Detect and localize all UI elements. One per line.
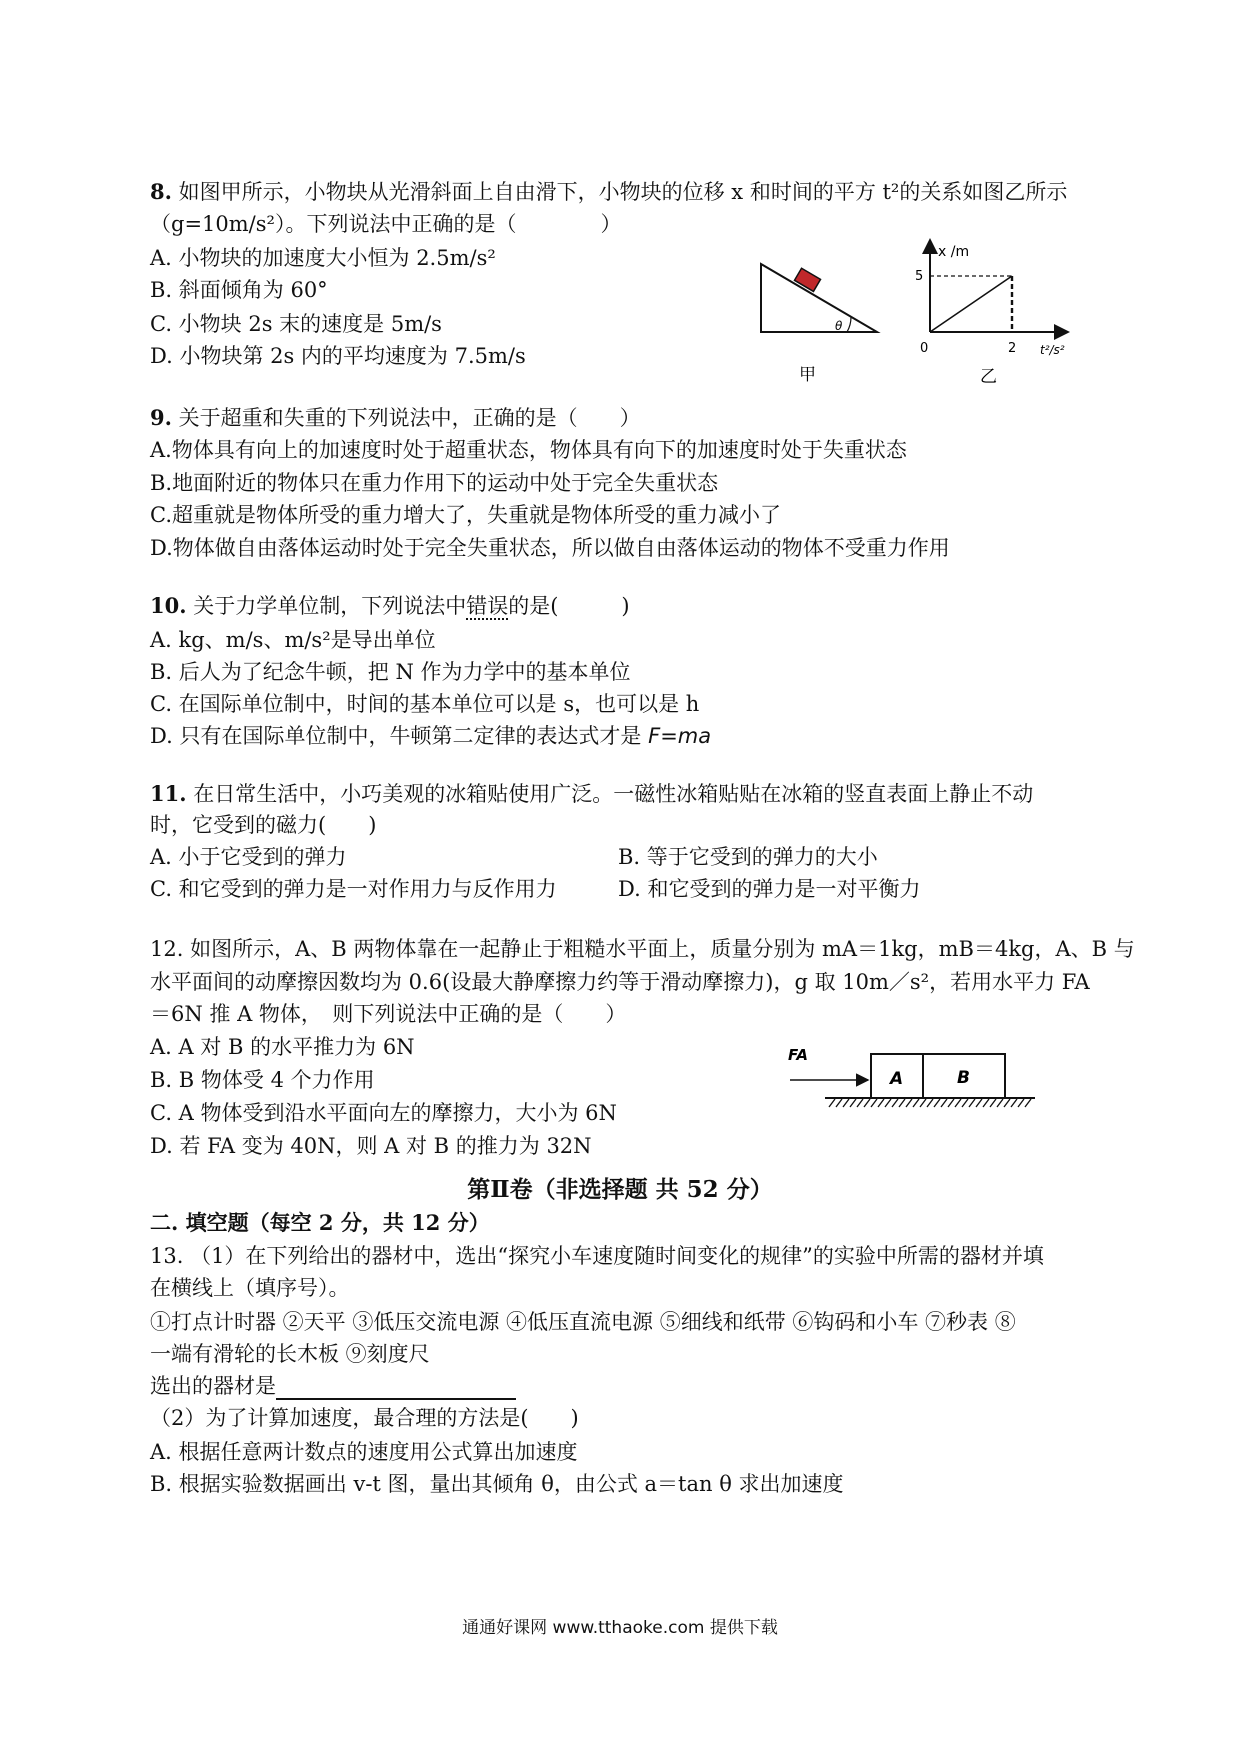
block-b-label: B [957, 1068, 970, 1088]
q11-option-a: A. 小于它受到的弹力 [150, 845, 347, 869]
q11-stem-text1: 在日常生活中，小巧美观的冰箱贴使用广泛。一磁性冰箱贴贴在冰箱的竖直表面上静止不动 [193, 782, 1034, 806]
y-tick-5: 5 [915, 269, 924, 284]
fig-jia-caption: 甲 [799, 365, 816, 385]
y-axis-label: x /m [938, 244, 970, 260]
q8-option-d: D. 小物块第 2s 内的平均速度为 7.5m/s [150, 344, 526, 368]
q10-option-c: C. 在国际单位制中，时间的基本单位可以是 s，也可以是 h [150, 692, 700, 716]
q11-option-b: B. 等于它受到的弹力的大小 [618, 845, 878, 869]
q9-option-c: C.超重就是物体所受的重力增大了，失重就是物体所受的重力减小了 [150, 503, 781, 527]
q10-option-d [150, 722, 711, 750]
q10-stem-emphasis: 错误 [466, 594, 509, 618]
q13-answer-label: 选出的器材是 [150, 1374, 276, 1398]
footer-watermark: 通通好课网 www.tthaoke.com 提供下载 [462, 1618, 778, 1638]
x-axis-label: t²/s² [1040, 343, 1065, 357]
q13-option-a: A. 根据任意两计数点的速度用公式算出加速度 [150, 1440, 578, 1464]
q8-figure-incline [755, 258, 895, 388]
q8-option-a: A. 小物块的加速度大小恒为 2.5m/s² [150, 246, 496, 270]
q11-stem-line1 [150, 780, 1033, 808]
q13-option-b: B. 根据实验数据画出 v-t 图，量出其倾角 θ，由公式 a＝tan θ 求出加速度 [150, 1472, 844, 1496]
angle-arc [847, 317, 851, 332]
q9-stem-text: 关于超重和失重的下列说法中，正确的是（ ） [178, 406, 641, 430]
q12-option-d: D. 若 FA 变为 40N，则 A 对 B 的推力为 32N [150, 1134, 592, 1158]
force-label: FA [788, 1046, 808, 1064]
q12-stem-line3: ＝6N 推 A 物体， 则下列说法中正确的是（ ） [150, 1002, 627, 1026]
fig-yi-caption: 乙 [980, 367, 997, 386]
q8-number: 8. [150, 179, 172, 204]
q10-stem-after: 的是( ) [508, 594, 630, 618]
q9-option-d: D.物体做自由落体运动时处于完全失重状态，所以做自由落体运动的物体不受重力作用 [150, 536, 950, 560]
q12-option-a: A. A 对 B 的水平推力为 6N [150, 1035, 415, 1059]
q13-line2: 在横线上（填序号）。 [150, 1276, 350, 1300]
ground-hatching [829, 1099, 1031, 1107]
sliding-block [794, 268, 820, 291]
x-tick-2: 2 [1008, 341, 1017, 356]
incline-triangle [761, 264, 877, 332]
q13-sub2: （2）为了计算加速度，最合理的方法是( ) [150, 1406, 579, 1430]
q9-number: 9. [150, 405, 172, 430]
origin-label: 0 [920, 341, 929, 356]
q10-option-d-text: D. 只有在国际单位制中，牛顿第二定律的表达式才是 [150, 724, 642, 748]
q13-answer-line [150, 1372, 516, 1400]
q13-line3: ①打点计时器 ②天平 ③低压交流电源 ④低压直流电源 ⑤细线和纸带 ⑥钩码和小车 ⑦秒表 ⑧ [150, 1310, 1016, 1334]
q10-option-d-formula: F=ma [648, 724, 712, 748]
q11-option-c: C. 和它受到的弹力是一对作用力与反作用力 [150, 877, 557, 901]
q9-option-b: B.地面附近的物体只在重力作用下的运动中处于完全失重状态 [150, 471, 719, 495]
q12-stem-line2: 水平面间的动摩擦因数均为 0.6(设最大静摩擦力约等于滑动摩擦力)，g 取 10m／s²，若用水平力 FA [150, 970, 1090, 994]
angle-label: θ [835, 319, 843, 333]
q9-stem [150, 404, 641, 432]
q10-number: 10. [150, 593, 187, 618]
q8-stem-line2: （g=10m/s²）。下列说法中正确的是（ ） [150, 212, 622, 236]
q8-stem-line1 [150, 178, 1067, 206]
q10-stem-before: 关于力学单位制，下列说法中 [193, 594, 467, 618]
q10-option-a: A. kg、m/s、m/s²是导出单位 [150, 628, 436, 652]
q11-stem-line2: 时，它受到的磁力( ) [150, 813, 377, 837]
q12-option-c: C. A 物体受到沿水平面向左的摩擦力，大小为 6N [150, 1101, 617, 1125]
section-heading: 二. 填空题（每空 2 分，共 12 分） [150, 1210, 490, 1235]
q8-figure-graph [905, 236, 1085, 386]
q10-option-b: B. 后人为了纪念牛顿，把 N 作为力学中的基本单位 [150, 660, 631, 684]
block-a-label: A [890, 1069, 904, 1089]
q13-answer-blank[interactable] [276, 1376, 516, 1400]
q12-stem-line1: 12. 如图所示，A、B 两物体靠在一起静止于粗糙水平面上，质量分别为 mA＝1kg，mB＝4kg，A、B 与 [150, 937, 1135, 961]
q10-stem [150, 592, 630, 620]
q12-figure-blocks [785, 1040, 1045, 1120]
q12-option-b: B. B 物体受 4 个力作用 [150, 1068, 375, 1092]
q9-option-a: A.物体具有向上的加速度时处于超重状态，物体具有向下的加速度时处于失重状态 [150, 438, 907, 462]
q8-option-c: C. 小物块 2s 末的速度是 5m/s [150, 312, 442, 336]
q11-number: 11. [150, 781, 187, 806]
q8-option-b: B. 斜面倾角为 60° [150, 278, 328, 302]
q8-stem-text1: 如图甲所示，小物块从光滑斜面上自由滑下，小物块的位移 x 和时间的平方 t²的关系如图乙所示 [178, 180, 1068, 204]
q13-line1: 13. （1）在下列给出的器材中，选出“探究小车速度随时间变化的规律”的实验中所需的器材并填 [150, 1244, 1044, 1268]
data-line [930, 276, 1012, 332]
part2-title: 第Ⅱ卷（非选择题 共 52 分） [467, 1176, 773, 1203]
q13-line4: 一端有滑轮的长木板 ⑨刻度尺 [150, 1342, 430, 1366]
q11-option-d: D. 和它受到的弹力是一对平衡力 [618, 877, 921, 901]
